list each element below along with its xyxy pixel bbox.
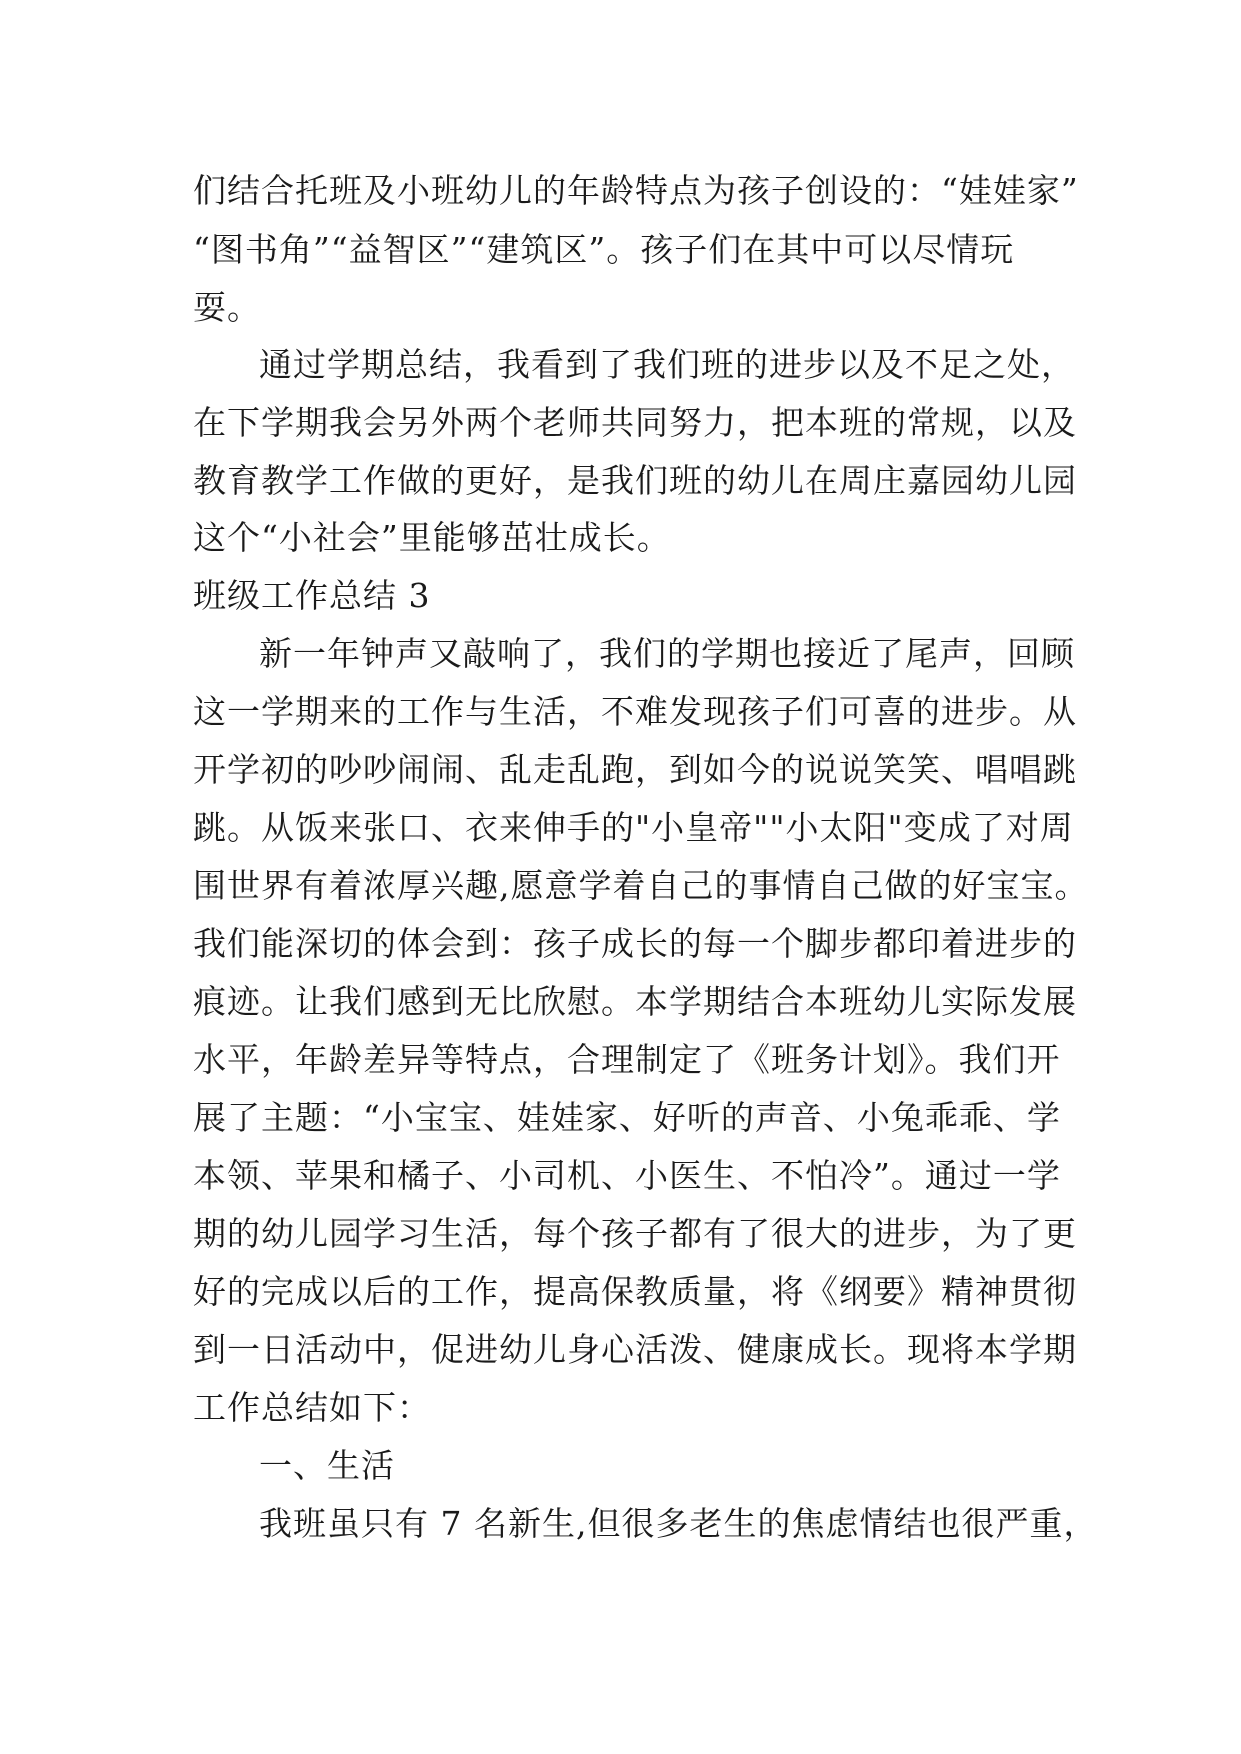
text-line: 教育教学工作做的更好，是我们班的幼儿在周庄嘉园幼儿园 [193, 461, 1077, 500]
text-line: 跳。从饭来张口、衣来伸手的"小皇帝""小太阳"变成了对周 [193, 808, 1074, 847]
text-line: 在下学期我会另外两个老师共同努力，把本班的常规，以及 [193, 403, 1077, 442]
text-line: 我们能深切的体会到：孩子成长的每一个脚步都印着进步的 [193, 924, 1077, 963]
text-line: “图书角”“益智区”“建筑区”。孩子们在其中可以尽情玩 [193, 230, 1015, 269]
text-line: 开学初的吵吵闹闹、乱走乱跑，到如今的说说笑笑、唱唱跳 [193, 750, 1077, 789]
text-line: 这一学期来的工作与生活，不难发现孩子们可喜的进步。从 [193, 692, 1077, 731]
section-heading: 班级工作总结 3 [193, 576, 431, 615]
text-line: 期的幼儿园学习生活，每个孩子都有了很大的进步，为了更 [193, 1214, 1077, 1253]
text-line: 耍。 [193, 288, 261, 327]
paragraph-start-line: 通过学期总结，我看到了我们班的进步以及不足之处， [259, 345, 1075, 384]
paragraph-start-line: 我班虽只有 7 名新生,但很多老生的焦虑情结也很严重， [259, 1504, 1098, 1543]
text-line: 到一日活动中，促进幼儿身心活泼、健康成长。现将本学期 [193, 1330, 1077, 1369]
text-line: 痕迹。让我们感到无比欣慰。本学期结合本班幼儿实际发展 [193, 982, 1077, 1021]
text-line: 围世界有着浓厚兴趣,愿意学着自己的事情自己做的好宝宝。 [193, 866, 1089, 905]
text-line: 好的完成以后的工作，提高保教质量，将《纲要》精神贯彻 [193, 1272, 1077, 1311]
text-line: 们结合托班及小班幼儿的年龄特点为孩子创设的：“娃娃家” [193, 171, 1079, 210]
text-line: 这个“小社会”里能够茁壮成长。 [193, 518, 671, 557]
text-line: 水平，年龄差异等特点，合理制定了《班务计划》。我们开 [193, 1040, 1061, 1079]
paragraph-start-line: 新一年钟声又敲响了，我们的学期也接近了尾声，回顾 [259, 634, 1075, 673]
text-line: 工作总结如下： [193, 1388, 431, 1427]
text-line: 本领、苹果和橘子、小司机、小医生、不怕冷”。通过一学 [193, 1156, 1061, 1195]
subsection-heading: 一、生活 [259, 1446, 395, 1485]
text-line: 展了主题：“小宝宝、娃娃家、好听的声音、小兔乖乖、学 [193, 1098, 1061, 1137]
